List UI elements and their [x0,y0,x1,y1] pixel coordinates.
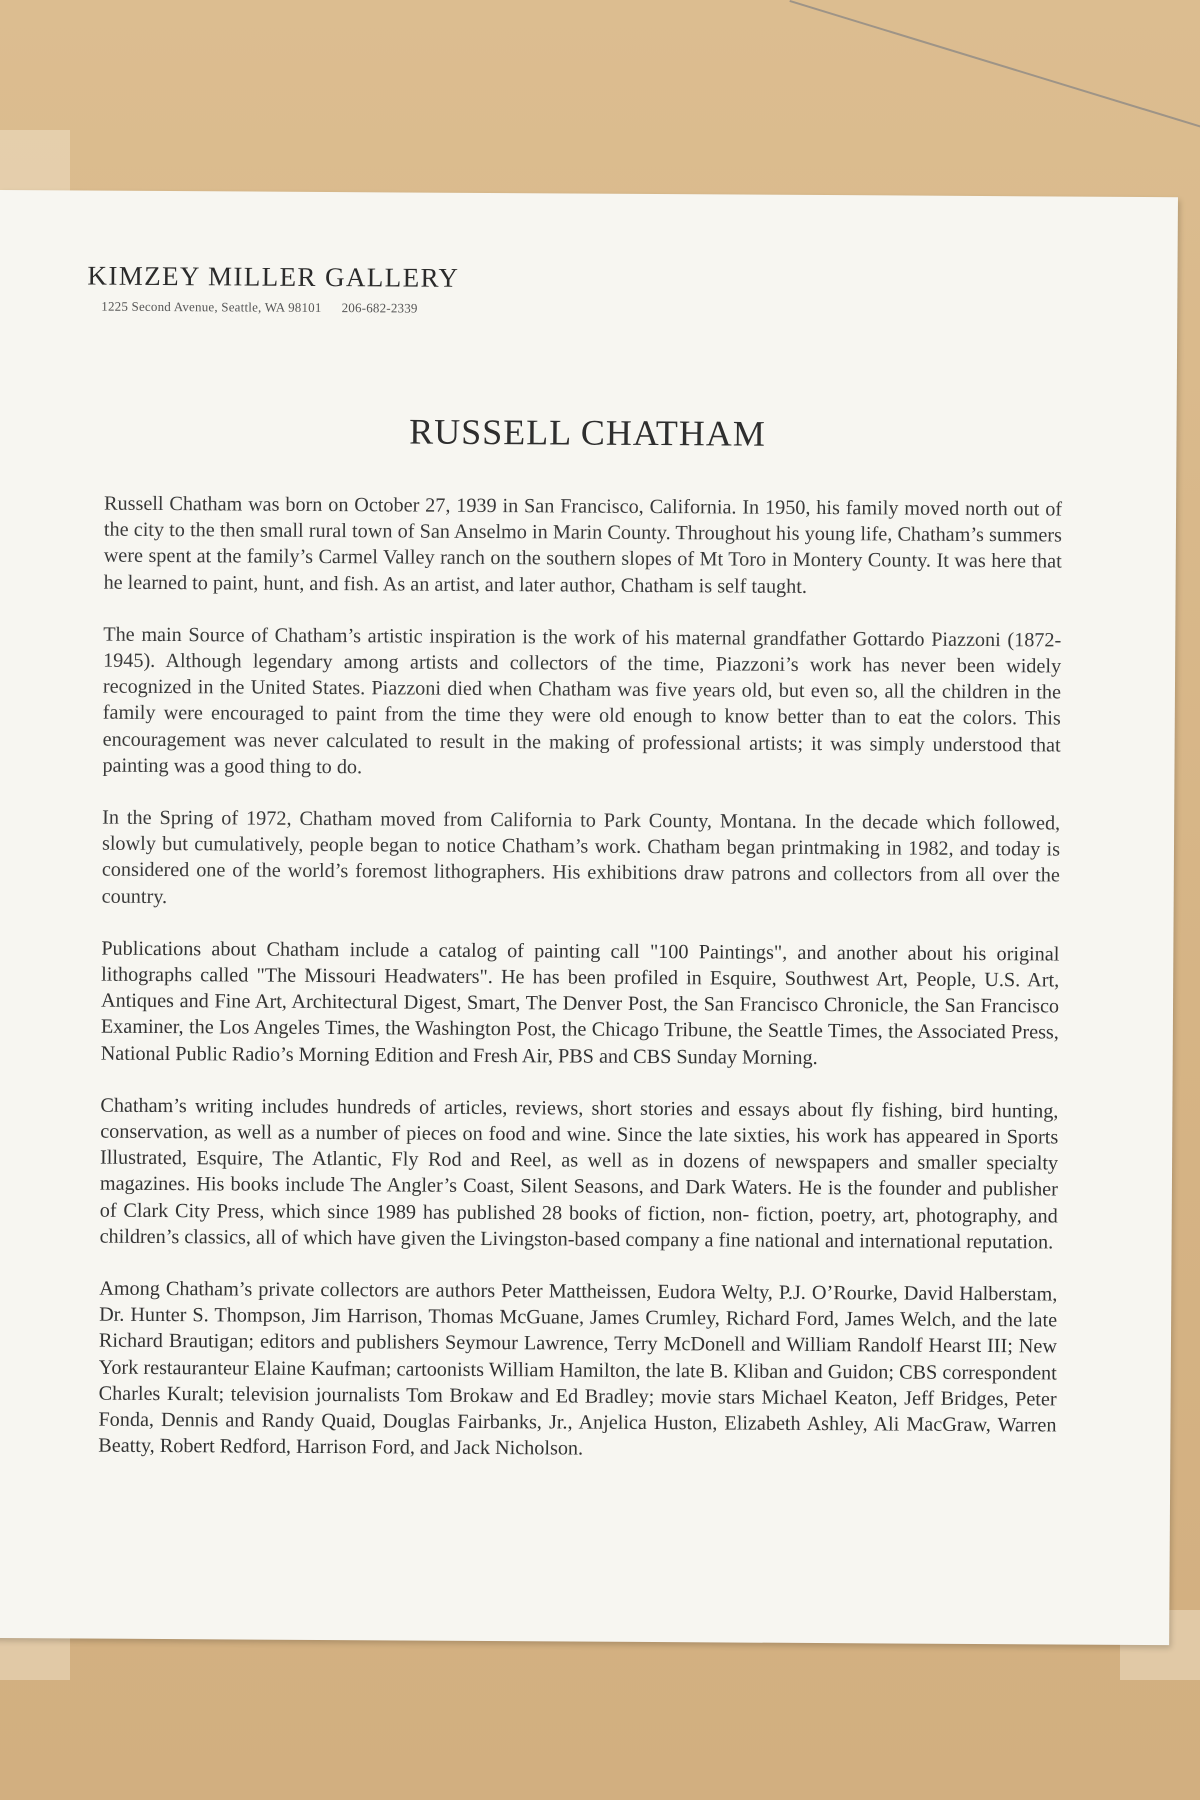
gallery-contact [101,299,459,317]
document-sheet [0,190,1178,1645]
letterhead [87,260,460,317]
paragraph-collectors: Among Chatham’s private collectors are authors Peter Mattheissen, Eudora Welty, P.J. O’Rourke, David Halberstam, Dr. Hunter S. Thompson, Jim Harrison, Thomas McGuane, James Crumley, Richard Ford, James Welch, and the late Richard Brautigan; editors and publishers Seymour Lawrence, Terry McDonell and William Randolf Hearst III; New York restauranteur Elaine Kaufman; cartoonists William Hamilton, the late B. Kliban and Guidon; CBS correspondent Charles Kuralt; television journalists Tom Brokaw and Ed Bradley; movie stars Michael Keaton, Jeff Bridges, Peter Fonda, Dennis and Randy Quaid, Douglas Fairbanks, Jr., Anjelica Huston, Elizabeth Ashley, Ali MacGraw, Warren Beatty, Robert Redford, Harrison Ford, and Jack Nicholson. [98,1277,1058,1460]
biography-body [98,491,1062,1491]
gallery-name: KIMZEY MILLER GALLERY [87,260,460,293]
hanging-wire [789,0,1200,139]
document-title: RUSSELL CHATHAM [409,411,766,454]
paragraph-early-life: Russell Chatham was born on October 27, 1939 in San Francisco, California. In 1950, his family moved north out of the city to the then small rural town of San Anselmo in Marin County. Throughout his young life, Chatham’s summers were spent at the family’s Carmel Valley ranch on the southern slopes of Mt Toro in Montery County. It was here that he learned to paint, hunt, and fish. As an artist, and later author, Chatham is self taught. [103,492,1063,598]
paragraph-writing: Chatham’s writing includes hundreds of articles, reviews, short stories and essays about fly fishing, bird hunting, conservation, as well as a number of pieces on food and wine. Since the late sixties, his work has appeared in Sports Illustrated, Esquire, The Atlantic, Fly Rod and Reel, as well as in dozens of newspapers and smaller specialty magazines. His books include The Angler’s Coast, Silent Seasons, and Dark Waters. He is the founder and publisher of Clark City Press, which since 1989 has published 28 books of fiction, non- fiction, poetry, art, photography, and children’s classics, all of which have given the Livingston-based company a fine national and international reputation. [99,1094,1059,1254]
paragraph-publications: Publications about Chatham include a catalog of painting call "100 Paintings", and another about his original lithographs called "The Missouri Headwaters". He has been profiled in Esquire, Southwest Art, People, U.S. Art, Antiques and Fine Art, Architectural Digest, Smart, The Denver Post, the San Francisco Chronicle, the San Francisco Examiner, the Los Angeles Times, the Washington Post, the Chicago Tribune, the Seattle Times, the Associated Press, National Public Radio’s Morning Edition and Fresh Air, PBS and CBS Sunday Morning. [100,937,1060,1069]
paragraph-montana: In the Spring of 1972, Chatham moved from California to Park County, Montana. In the decade which followed, slowly but cumulatively, people began to notice Chatham’s work. Chatham began printmaking in 1982, and today is considered one of the world’s foremost lithographers. His exhibitions draw patrons and collectors from all over the country. [101,806,1061,908]
gallery-phone: 206-682-2339 [341,300,418,316]
gallery-address: 1225 Second Avenue, Seattle, WA 98101 [101,298,322,315]
paragraph-inspiration: The main Source of Chatham’s artistic inspiration is the work of his maternal grandfather Gottardo Piazzoni (1872-1945). Although legendary among artists and collectors of the time, Piazzoni’s work has never been widely recognized in the United States. Piazzoni died when Chatham was five years old, but even so, all the children in the family were encouraged to paint from the time they were old enough to know better than to eat the colors. This encouragement was never calculated to result in the making of professional artists; it was simply understood that painting was a good thing to do. [102,623,1062,779]
